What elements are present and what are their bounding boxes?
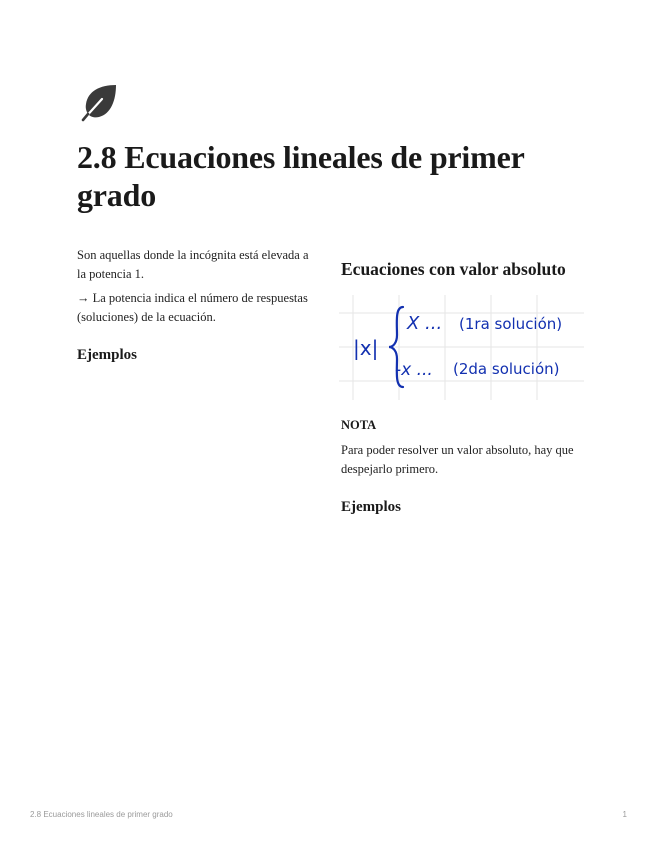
examples-heading: Ejemplos	[77, 347, 137, 363]
first-solution-term: X ...	[407, 313, 443, 334]
lhs-text: |x|	[353, 336, 379, 360]
second-solution-term: -x ...	[395, 360, 433, 380]
section-heading: Ecuaciones con valor absoluto	[341, 259, 566, 279]
power-note-paragraph: → La potencia indica el número de respuestas (soluciones) de la ecuación.	[77, 291, 308, 324]
page-number: 1	[622, 810, 627, 819]
examples-heading-right: Ejemplos	[341, 499, 401, 515]
handwritten-absolute-value-note	[339, 295, 584, 400]
leaf-icon	[80, 82, 120, 122]
first-solution-note: (1ra solución)	[459, 315, 563, 333]
left-column	[77, 246, 317, 364]
footer-title: 2.8 Ecuaciones lineales de primer grado	[30, 810, 173, 819]
second-solution-note: (2da solución)	[453, 360, 560, 378]
note-text: Para poder resolver un valor absoluto, hay que despejarlo primero.	[341, 443, 574, 476]
note-title: NOTA	[341, 418, 377, 432]
definition-paragraph: Son aquellas donde la incógnita está elevada a la potencia 1.	[77, 248, 309, 281]
page-title: 2.8 Ecuaciones lineales de primer grado	[77, 139, 524, 213]
right-column	[341, 258, 581, 516]
